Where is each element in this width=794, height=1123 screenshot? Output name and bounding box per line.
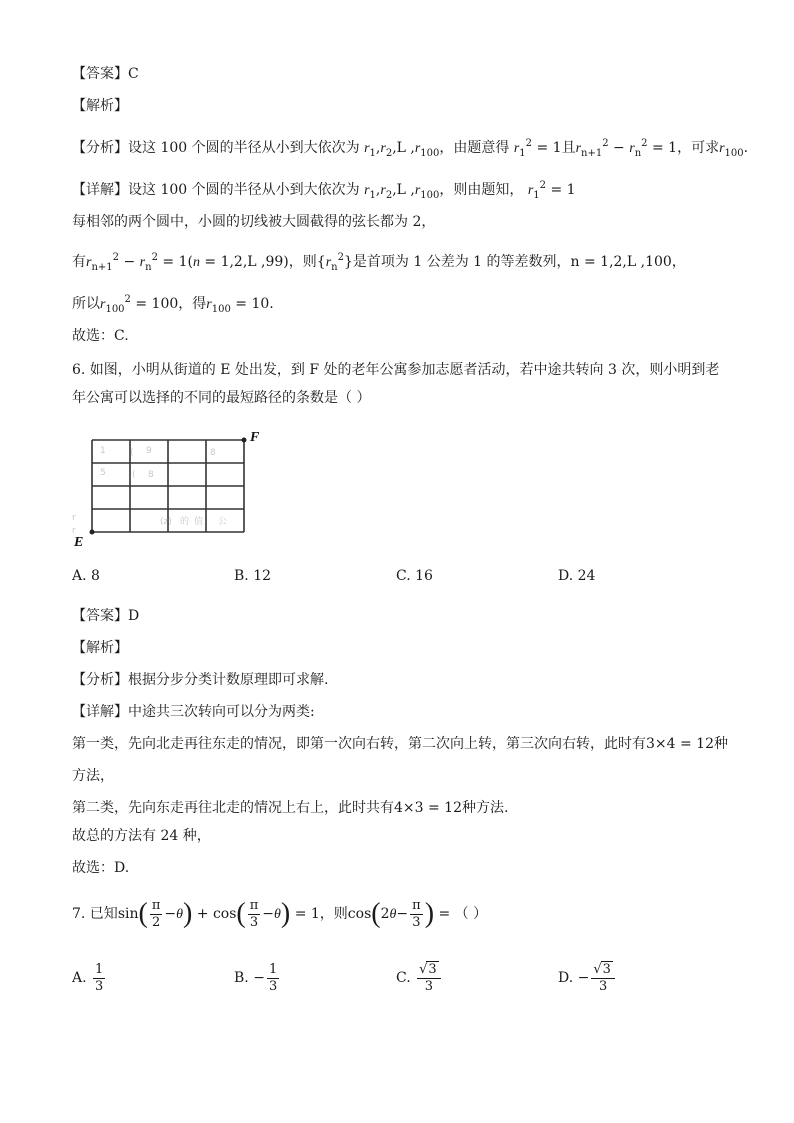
answer-label-q5: 【答案】C xyxy=(72,66,139,82)
xiangjie-q6: 【详解】中途共三次转向可以分为两类: xyxy=(72,704,315,720)
q7-option-c: C. $\frac{√3}{3}$ xyxy=(396,960,443,996)
svg-text:1: 1 xyxy=(100,446,106,456)
q6-case2: 第二类，先向东走再往北走的情况上右上，此时共有4×3 = 12种方法. xyxy=(72,800,509,816)
point-f-dot xyxy=(242,438,247,443)
analysis-heading-q6: 【解析】 xyxy=(72,640,128,656)
svg-text:8: 8 xyxy=(148,470,154,480)
q7-option-a: A. $\frac{1}{3}$ xyxy=(72,961,104,994)
q7-stem: 7. 已知sin( $\frac{\pi}{2}$ −θ) + cos( $\frac{\pi}{3}$ −θ) = 1，则cos(2θ− $\frac{\pi}{3}$ ) = （ ） xyxy=(72,897,488,930)
fenxi-q6: 【分析】根据分步分类计数原理即可求解. xyxy=(72,672,329,688)
svg-text:5: 5 xyxy=(100,468,106,478)
q5-line5: 所以$r_{100}^2 = 100$，得$r_{100} = 10$. xyxy=(72,294,274,315)
svg-text:的: 的 xyxy=(180,517,190,527)
q7-option-d: D. − $\frac{√3}{3}$ xyxy=(558,960,617,996)
faint-watermark xyxy=(72,446,227,536)
svg-text:公: 公 xyxy=(218,517,228,527)
q6-option-d: D. 24 xyxy=(558,568,596,584)
choice-q5: 故选：C. xyxy=(72,328,129,344)
svg-text:8: 8 xyxy=(210,448,216,458)
q6-option-b: B. 12 xyxy=(234,568,272,584)
q6-option-c: C. 16 xyxy=(396,568,433,584)
svg-text:(: ( xyxy=(130,448,134,458)
q7-option-b: B. − $\frac{1}{3}$ xyxy=(234,961,278,994)
xiangjie-q5: 【详解】设这 100 个圆的半径从小到大依次为 $r_1,r_2,L$ $,r_{100}$，则由题知， $r_1^2 = 1$ xyxy=(72,180,576,201)
svg-text:r: r xyxy=(72,513,76,523)
svg-text:9: 9 xyxy=(146,446,152,456)
q6-case1: 第一类，先向北走再往东走的情况，即第一次向右转，第二次向上转，第三次向右转，此时有3×4 = 12种 xyxy=(72,736,728,752)
fenxi-q5: 【分析】设这 100 个圆的半径从小到大依次为 $r_1,r_2,L$ $,r_{100}$，由题意得 $r_1^2 = 1$且$r_{n+1}^2 - r_n^2 = 1$，可求$r_{100}$. xyxy=(72,138,749,159)
point-e-dot xyxy=(90,530,95,535)
q6-case1-cont: 方法， xyxy=(72,768,114,784)
q6-total: 故总的方法有 24 种， xyxy=(72,828,211,844)
answer-label-q6: 【答案】D xyxy=(72,608,140,624)
svg-text:(: ( xyxy=(132,470,136,480)
analysis-heading-q5: 【解析】 xyxy=(72,98,128,114)
q6-option-a: A. 8 xyxy=(72,568,100,584)
label-e: E xyxy=(74,535,84,550)
q5-line3: 每相邻的两个圆中，小圆的切线被大圆截得的弦长都为 2， xyxy=(72,214,436,230)
choice-q6: 故选：D. xyxy=(72,860,130,876)
label-f: F xyxy=(250,430,260,445)
svg-text:(z): (z) xyxy=(160,517,172,527)
q6-stem-line1: 6. 如图，小明从街道的 E 处出发，到 F 处的老年公寓参加志愿者活动，若中途共转向 3 次，则小明到老 xyxy=(72,362,720,378)
q6-stem-line2: 年公寓可以选择的不同的最短路径的条数是（ ） xyxy=(72,390,371,406)
q5-line4: 有$r_{n+1}^2 - r_n^2 = 1(n = 1,2,L$ ,99)，则$\{r_n^2\}$是首项为 1 公差为 1 的等差数列，n = 1,2,L ,100， xyxy=(72,252,686,273)
svg-text:r: r xyxy=(72,526,76,536)
svg-text:值: 值 xyxy=(194,517,204,527)
street-grid-figure xyxy=(70,425,270,550)
